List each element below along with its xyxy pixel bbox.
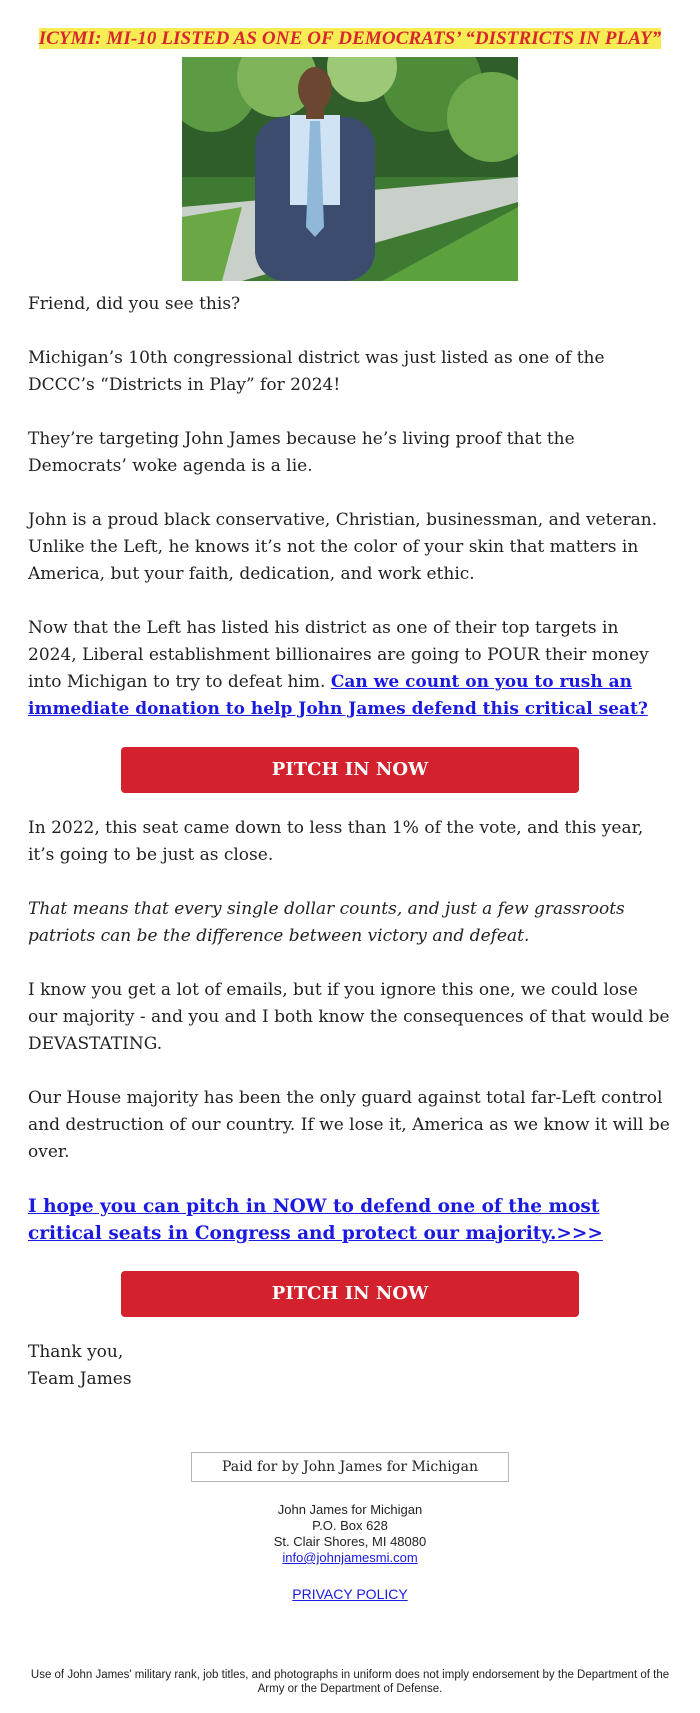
paragraph-every-dollar: That means that every single dollar counts, and just a few grassroots patriots can be the difference between victory and defeat. [28,899,625,946]
button-container-2 [28,1271,672,1317]
signoff-team: Team James [28,1369,132,1389]
paragraph-pitch-in-link [28,1193,672,1247]
pitch-in-link[interactable]: I hope you can pitch in NOW to defend one of the most critical seats in Congress and protect our majority.>>> [28,1196,603,1244]
paragraph-targeting: They’re targeting John James because he’s living proof that the Democrats’ woke agenda is a lie. [28,429,575,476]
footer-org: John James for Michigan [277,1502,423,1517]
paragraph-district-listed: Michigan’s 10th congressional district was just listed as one of the DCCC’s “Districts in Play” for 2024! [28,348,605,395]
footer-po-box: P.O. Box 628 [312,1518,388,1533]
pitch-in-now-button[interactable]: PITCH IN NOW [121,747,579,793]
signoff-thanks: Thank you, [28,1342,124,1362]
donation-link[interactable]: Can we count on you to rush an immediate donation to help John James defend this critical seat? [28,672,648,719]
paragraph-billionaires [28,615,672,723]
candidate-photo [182,57,518,281]
headline: ICYMI: MI-10 LISTED AS ONE OF DEMOCRATS’ “DISTRICTS IN PLAY” [38,28,662,49]
paragraph-house-majority: Our House majority has been the only guard against total far-Left control and destruction of our country. If we lose it, America as we know it will be over. [28,1088,670,1162]
privacy-container [28,1586,672,1602]
paid-for-container [28,1452,672,1482]
signoff [28,1339,672,1393]
footer-disclaimer: Use of John James' military rank, job titles, and photographs in uniform does not imply endorsement by the Department of the Army or the Department of Defense. [30,1669,670,1695]
paragraph-billionaires-text: Now that the Left has listed his district as one of their top targets in 2024, Liberal establishment billionaires are going to POUR their money into Michigan to try to defeat him. [28,618,649,692]
headline-container [28,0,672,50]
paid-for-box: Paid for by John James for Michigan [191,1452,509,1482]
footer-address [28,1502,672,1566]
privacy-policy-link[interactable]: PRIVACY POLICY [292,1586,408,1602]
footer-email-link[interactable]: info@johnjamesmi.com [282,1550,418,1565]
button-container-1 [28,747,672,793]
paragraph-emails: I know you get a lot of emails, but if you ignore this one, we could lose our majority - and you and I both know the consequences of that would be DEVASTATING. [28,980,670,1054]
paragraph-about-john: John is a proud black conservative, Christian, businessman, and veteran. Unlike the Left, he knows it’s not the color of your skin that matters in America, but your faith, dedication, and work ethic. [28,510,658,584]
paragraph-2022-seat: In 2022, this seat came down to less than 1% of the vote, and this year, it’s going to be just as close. [28,818,644,865]
pitch-in-now-button-2[interactable]: PITCH IN NOW [121,1271,579,1317]
paragraph-greeting: Friend, did you see this? [28,294,241,314]
footer-city: St. Clair Shores, MI 48080 [273,1534,427,1549]
